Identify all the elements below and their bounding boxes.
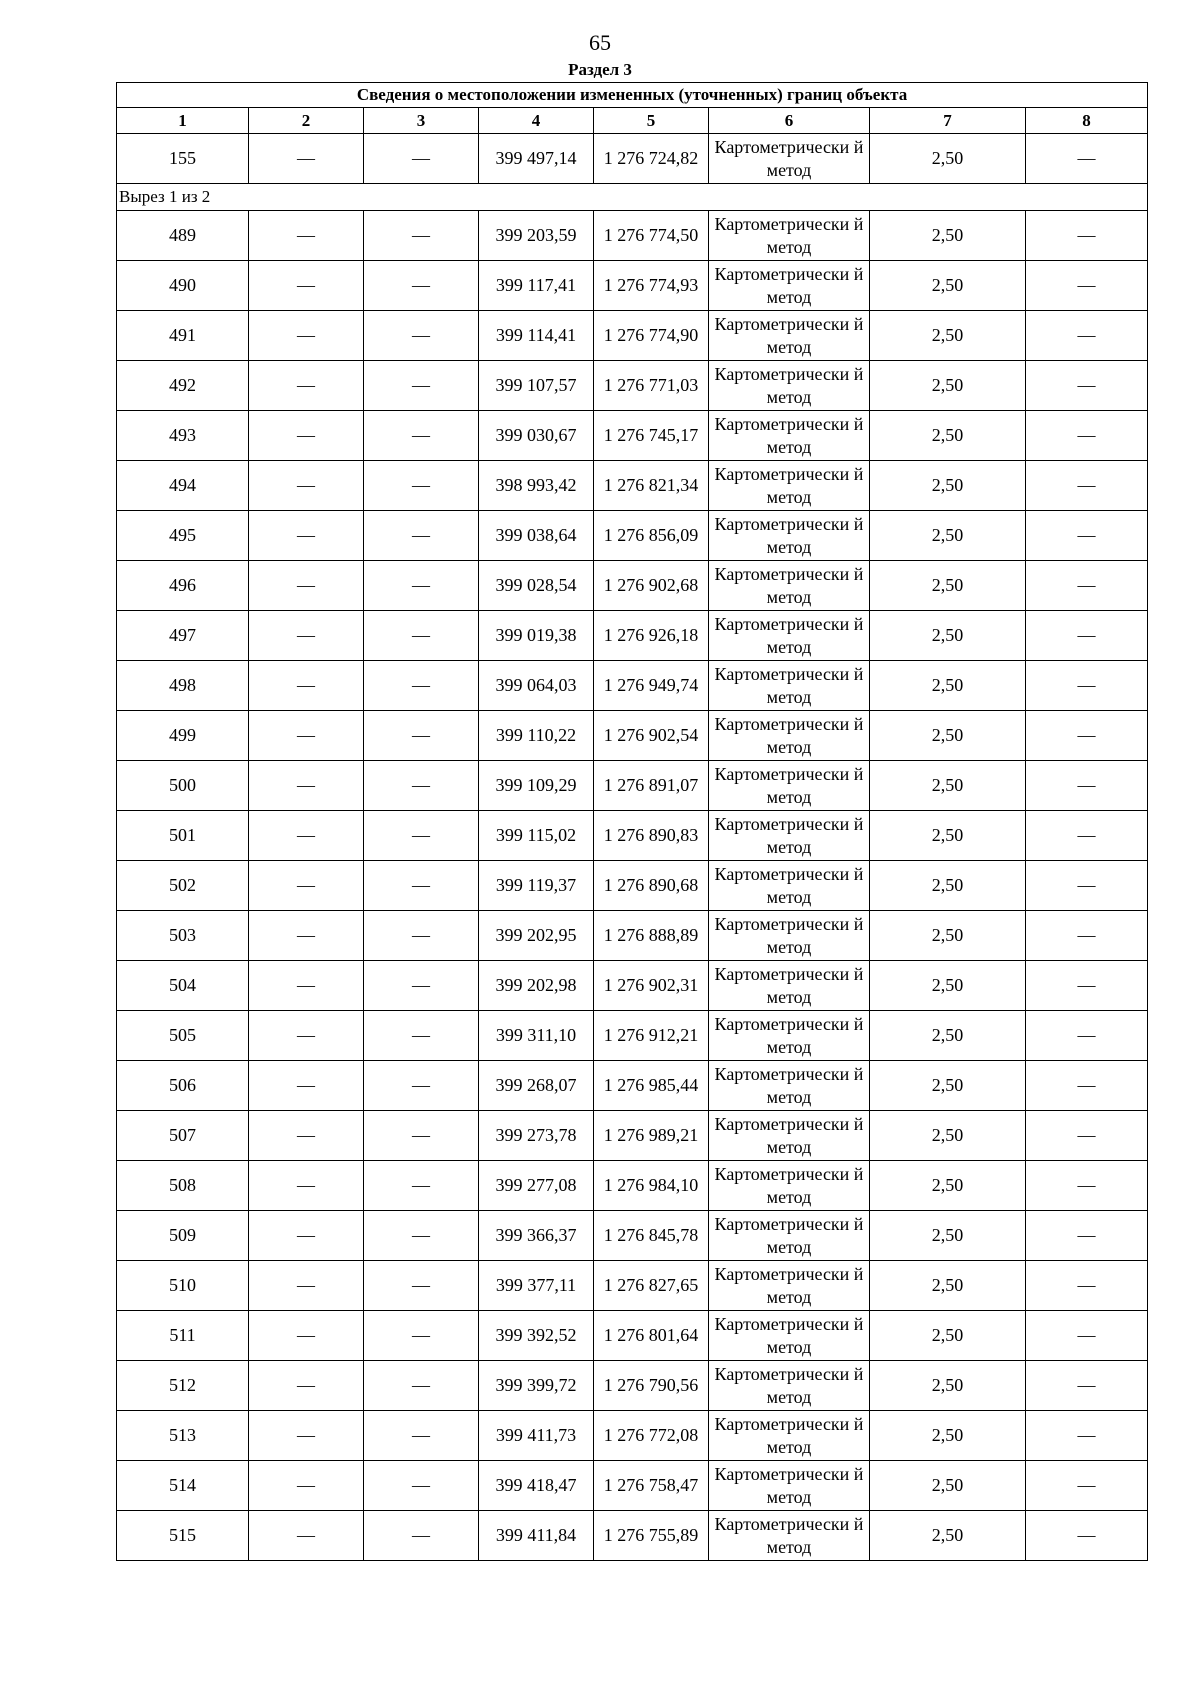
table-cell: 500 bbox=[117, 761, 249, 811]
table-cell: 1 276 949,74 bbox=[594, 661, 709, 711]
table-row bbox=[117, 711, 1148, 761]
table-cell: 1 276 985,44 bbox=[594, 1061, 709, 1111]
table-cell: — bbox=[364, 811, 479, 861]
table-cell: Картометрически й метод bbox=[709, 211, 870, 261]
table-cell: 399 311,10 bbox=[479, 1011, 594, 1061]
table-row bbox=[117, 511, 1148, 561]
table-row bbox=[117, 1261, 1148, 1311]
table-cell: — bbox=[1026, 461, 1148, 511]
table-cell: 1 276 902,54 bbox=[594, 711, 709, 761]
table-cell: 399 028,54 bbox=[479, 561, 594, 611]
table-cell: Картометрически й метод bbox=[709, 911, 870, 961]
table-row bbox=[117, 611, 1148, 661]
table-cell: — bbox=[1026, 561, 1148, 611]
table-row bbox=[117, 361, 1148, 411]
table-cell: 2,50 bbox=[870, 611, 1026, 661]
table-cell: Картометрически й метод bbox=[709, 134, 870, 184]
table-row bbox=[117, 211, 1148, 261]
table-cell: — bbox=[364, 511, 479, 561]
table-row bbox=[117, 961, 1148, 1011]
table-cell: 1 276 989,21 bbox=[594, 1111, 709, 1161]
table-cell: 509 bbox=[117, 1211, 249, 1261]
table-cell: — bbox=[1026, 1061, 1148, 1111]
table-row bbox=[117, 1411, 1148, 1461]
table-cell: 399 268,07 bbox=[479, 1061, 594, 1111]
table-cell: 399 202,98 bbox=[479, 961, 594, 1011]
table-cell: 501 bbox=[117, 811, 249, 861]
table-cell: — bbox=[249, 611, 364, 661]
table-cell: Картометрически й метод bbox=[709, 1511, 870, 1561]
table-cell: 2,50 bbox=[870, 1311, 1026, 1361]
table-cell: — bbox=[249, 1411, 364, 1461]
table-cell: — bbox=[249, 511, 364, 561]
table-cell: Картометрически й метод bbox=[709, 761, 870, 811]
table-cell: — bbox=[249, 861, 364, 911]
table-cell: 490 bbox=[117, 261, 249, 311]
table-cell: — bbox=[364, 1361, 479, 1411]
table-cell: — bbox=[364, 611, 479, 661]
column-header: 3 bbox=[364, 108, 479, 134]
table-cell: — bbox=[249, 911, 364, 961]
table-row bbox=[117, 261, 1148, 311]
table-cell: 1 276 774,90 bbox=[594, 311, 709, 361]
table-cell: — bbox=[364, 861, 479, 911]
table-cell: — bbox=[249, 1511, 364, 1561]
table-cell: 1 276 890,68 bbox=[594, 861, 709, 911]
table-cell: — bbox=[364, 1511, 479, 1561]
table-cell: — bbox=[1026, 1411, 1148, 1461]
table-cell: — bbox=[1026, 511, 1148, 561]
table-cell: Картометрически й метод bbox=[709, 311, 870, 361]
table-cell: Картометрически й метод bbox=[709, 611, 870, 661]
table-cell: 2,50 bbox=[870, 1011, 1026, 1061]
table-cell: 503 bbox=[117, 911, 249, 961]
table-cell: 2,50 bbox=[870, 761, 1026, 811]
table-cell: 499 bbox=[117, 711, 249, 761]
table-cell: 506 bbox=[117, 1061, 249, 1111]
table-row bbox=[117, 461, 1148, 511]
table-cell: — bbox=[1026, 811, 1148, 861]
table-row bbox=[117, 411, 1148, 461]
table-cell: — bbox=[364, 661, 479, 711]
table-cell: Картометрически й метод bbox=[709, 411, 870, 461]
table-cell: 399 107,57 bbox=[479, 361, 594, 411]
table-cell: — bbox=[1026, 134, 1148, 184]
table-cell: 2,50 bbox=[870, 861, 1026, 911]
table-cell: — bbox=[364, 1261, 479, 1311]
table-cell: 511 bbox=[117, 1311, 249, 1361]
table-cell: Картометрически й метод bbox=[709, 1261, 870, 1311]
table-cell: 2,50 bbox=[870, 134, 1026, 184]
table-cell: 2,50 bbox=[870, 361, 1026, 411]
table-cell: 512 bbox=[117, 1361, 249, 1411]
table-cell: 2,50 bbox=[870, 1161, 1026, 1211]
table-cell: 2,50 bbox=[870, 511, 1026, 561]
table-cell: 2,50 bbox=[870, 711, 1026, 761]
table-cell: Картометрически й метод bbox=[709, 1211, 870, 1261]
table-cell: — bbox=[1026, 1211, 1148, 1261]
table-cell: 493 bbox=[117, 411, 249, 461]
boundary-table bbox=[116, 82, 1148, 1561]
table-cell: 155 bbox=[117, 134, 249, 184]
table-cell: 507 bbox=[117, 1111, 249, 1161]
table-cell: — bbox=[249, 134, 364, 184]
table-cell: 1 276 912,21 bbox=[594, 1011, 709, 1061]
table-cell: 513 bbox=[117, 1411, 249, 1461]
table-cell: — bbox=[249, 1261, 364, 1311]
table-cell: — bbox=[364, 711, 479, 761]
table-header-row bbox=[117, 108, 1148, 134]
table-cell: — bbox=[364, 411, 479, 461]
table-cell: 1 276 755,89 bbox=[594, 1511, 709, 1561]
table-cell: — bbox=[364, 311, 479, 361]
table-cell: — bbox=[249, 661, 364, 711]
table-cell: 399 411,73 bbox=[479, 1411, 594, 1461]
table-cell: — bbox=[1026, 1011, 1148, 1061]
table-row bbox=[117, 1211, 1148, 1261]
table-cell: — bbox=[364, 1411, 479, 1461]
table-cell: — bbox=[1026, 1511, 1148, 1561]
table-cell: 504 bbox=[117, 961, 249, 1011]
table-row bbox=[117, 911, 1148, 961]
table-cell: — bbox=[1026, 311, 1148, 361]
table-cell: 2,50 bbox=[870, 461, 1026, 511]
table-cell: — bbox=[249, 1361, 364, 1411]
table-cell: — bbox=[364, 1161, 479, 1211]
table-cell: 2,50 bbox=[870, 661, 1026, 711]
table-cell: 1 276 758,47 bbox=[594, 1461, 709, 1511]
table-cell: 399 019,38 bbox=[479, 611, 594, 661]
table-cell: 2,50 bbox=[870, 1261, 1026, 1311]
table-cell: 2,50 bbox=[870, 911, 1026, 961]
table-cell: — bbox=[249, 311, 364, 361]
table-cell: 1 276 890,83 bbox=[594, 811, 709, 861]
table-cell: — bbox=[364, 1461, 479, 1511]
table-cell: — bbox=[1026, 1361, 1148, 1411]
table-cell: 2,50 bbox=[870, 961, 1026, 1011]
table-cell: — bbox=[249, 1211, 364, 1261]
table-cell: — bbox=[249, 1311, 364, 1361]
table-cell: — bbox=[364, 1061, 479, 1111]
table-caption-row bbox=[117, 83, 1148, 108]
table-cell: Картометрически й метод bbox=[709, 1111, 870, 1161]
table-cell: 2,50 bbox=[870, 1061, 1026, 1111]
column-header: 4 bbox=[479, 108, 594, 134]
table-cell: — bbox=[1026, 1461, 1148, 1511]
table-cell: Картометрически й метод bbox=[709, 461, 870, 511]
table-cell: 1 276 891,07 bbox=[594, 761, 709, 811]
table-cell: Картометрически й метод bbox=[709, 261, 870, 311]
table-cell: 2,50 bbox=[870, 411, 1026, 461]
table-cell: 510 bbox=[117, 1261, 249, 1311]
table-row bbox=[117, 1061, 1148, 1111]
table-cell: 498 bbox=[117, 661, 249, 711]
table-cell: — bbox=[1026, 1161, 1148, 1211]
table-cell: — bbox=[249, 411, 364, 461]
table-cell: 2,50 bbox=[870, 261, 1026, 311]
table-cell: 2,50 bbox=[870, 1411, 1026, 1461]
table-cell: — bbox=[249, 711, 364, 761]
table-cell: 399 117,41 bbox=[479, 261, 594, 311]
table-cell: — bbox=[1026, 1111, 1148, 1161]
table-row bbox=[117, 1361, 1148, 1411]
table-cell: Картометрически й метод bbox=[709, 511, 870, 561]
column-header: 2 bbox=[249, 108, 364, 134]
table-cell: 502 bbox=[117, 861, 249, 911]
table-cell: Картометрически й метод bbox=[709, 1411, 870, 1461]
table-cell: 399 115,02 bbox=[479, 811, 594, 861]
table-cell: 495 bbox=[117, 511, 249, 561]
table-cell: — bbox=[364, 361, 479, 411]
table-cell: Картометрически й метод bbox=[709, 711, 870, 761]
table-cell: 1 276 790,56 bbox=[594, 1361, 709, 1411]
table-cell: 1 276 724,82 bbox=[594, 134, 709, 184]
table-cell: — bbox=[249, 1161, 364, 1211]
table-cell: — bbox=[249, 211, 364, 261]
table-caption: Сведения о местоположении измененных (уточненных) границ объекта bbox=[117, 83, 1148, 108]
table-cell: — bbox=[249, 1461, 364, 1511]
table-cell: 399 377,11 bbox=[479, 1261, 594, 1311]
table-cell: 1 276 984,10 bbox=[594, 1161, 709, 1211]
table-cell: Картометрически й метод bbox=[709, 1461, 870, 1511]
table-cell: 399 110,22 bbox=[479, 711, 594, 761]
table-cell: — bbox=[249, 461, 364, 511]
table-cell: — bbox=[364, 1311, 479, 1361]
table-cell: — bbox=[1026, 661, 1148, 711]
table-cell: — bbox=[249, 811, 364, 861]
table-cell: 399 064,03 bbox=[479, 661, 594, 711]
table-cell: Картометрически й метод bbox=[709, 1061, 870, 1111]
table-cell: — bbox=[249, 961, 364, 1011]
table-row bbox=[117, 1311, 1148, 1361]
table-cell: 399 418,47 bbox=[479, 1461, 594, 1511]
table-cell: 505 bbox=[117, 1011, 249, 1061]
table-cell: — bbox=[364, 1011, 479, 1061]
table-row bbox=[117, 761, 1148, 811]
table-cell: — bbox=[249, 761, 364, 811]
table-cell: Картометрически й метод bbox=[709, 861, 870, 911]
section-title: Раздел 3 bbox=[568, 60, 632, 79]
table-cell: — bbox=[364, 561, 479, 611]
table-cell: 1 276 821,34 bbox=[594, 461, 709, 511]
table-cell: 1 276 774,93 bbox=[594, 261, 709, 311]
table-cell: — bbox=[364, 911, 479, 961]
table-cell: 2,50 bbox=[870, 1511, 1026, 1561]
table-cell: 399 202,95 bbox=[479, 911, 594, 961]
table-cell: — bbox=[364, 134, 479, 184]
table-cell: 2,50 bbox=[870, 211, 1026, 261]
table-cell: — bbox=[1026, 211, 1148, 261]
table-cell: 497 bbox=[117, 611, 249, 661]
table-cell: — bbox=[249, 261, 364, 311]
table-cell: Картометрически й метод bbox=[709, 1361, 870, 1411]
table-cell: 399 038,64 bbox=[479, 511, 594, 561]
table-cell: 1 276 745,17 bbox=[594, 411, 709, 461]
column-header: 1 bbox=[117, 108, 249, 134]
table-cell: 1 276 902,68 bbox=[594, 561, 709, 611]
table-cell: — bbox=[1026, 411, 1148, 461]
table-cell: 1 276 801,64 bbox=[594, 1311, 709, 1361]
table-cell: — bbox=[364, 761, 479, 811]
table-cell: Картометрически й метод bbox=[709, 1011, 870, 1061]
table-cell: 2,50 bbox=[870, 1111, 1026, 1161]
table-row bbox=[117, 1511, 1148, 1561]
column-header: 8 bbox=[1026, 108, 1148, 134]
table-cell: Картометрически й метод bbox=[709, 1161, 870, 1211]
column-header: 5 bbox=[594, 108, 709, 134]
table-cell: 1 276 845,78 bbox=[594, 1211, 709, 1261]
table-cell: 515 bbox=[117, 1511, 249, 1561]
table-cell: — bbox=[364, 1111, 479, 1161]
table-row bbox=[117, 1011, 1148, 1061]
table-cell: 508 bbox=[117, 1161, 249, 1211]
table-cell: 399 392,52 bbox=[479, 1311, 594, 1361]
table-cell: 496 bbox=[117, 561, 249, 611]
table-cell: 1 276 856,09 bbox=[594, 511, 709, 561]
column-header: 7 bbox=[870, 108, 1026, 134]
table-cell: 399 411,84 bbox=[479, 1511, 594, 1561]
table-cell: Картометрически й метод bbox=[709, 361, 870, 411]
table-row bbox=[117, 561, 1148, 611]
table-cell: — bbox=[249, 361, 364, 411]
table-cell: 1 276 772,08 bbox=[594, 1411, 709, 1461]
table-cell: Картометрически й метод bbox=[709, 561, 870, 611]
table-cell: — bbox=[1026, 761, 1148, 811]
table-cell: — bbox=[249, 561, 364, 611]
table-cell: 399 497,14 bbox=[479, 134, 594, 184]
table-row bbox=[117, 661, 1148, 711]
table-row bbox=[117, 811, 1148, 861]
table-cell: 398 993,42 bbox=[479, 461, 594, 511]
table-cell: 1 276 926,18 bbox=[594, 611, 709, 661]
table-cell: 2,50 bbox=[870, 561, 1026, 611]
table-cell: — bbox=[1026, 1261, 1148, 1311]
table-cell: — bbox=[1026, 1311, 1148, 1361]
table-cell: 399 273,78 bbox=[479, 1111, 594, 1161]
cut-label-row bbox=[117, 184, 1148, 211]
table-cell: 514 bbox=[117, 1461, 249, 1511]
table-cell: 399 119,37 bbox=[479, 861, 594, 911]
table-cell: 1 276 902,31 bbox=[594, 961, 709, 1011]
table-cell: 491 bbox=[117, 311, 249, 361]
table-cell: — bbox=[364, 211, 479, 261]
table-cell: — bbox=[364, 261, 479, 311]
table-cell: 2,50 bbox=[870, 1361, 1026, 1411]
table-cell: 492 bbox=[117, 361, 249, 411]
table-row bbox=[117, 861, 1148, 911]
table-cell: — bbox=[364, 1211, 479, 1261]
table-cell: 1 276 827,65 bbox=[594, 1261, 709, 1311]
table-cell: 399 277,08 bbox=[479, 1161, 594, 1211]
table-cell: 399 366,37 bbox=[479, 1211, 594, 1261]
table-row bbox=[117, 1161, 1148, 1211]
table-cell: 2,50 bbox=[870, 1211, 1026, 1261]
table-cell: Картометрически й метод bbox=[709, 661, 870, 711]
column-header: 6 bbox=[709, 108, 870, 134]
table-cell: 399 109,29 bbox=[479, 761, 594, 811]
table-row bbox=[117, 134, 1148, 184]
table-cell: — bbox=[1026, 861, 1148, 911]
table-cell: — bbox=[364, 461, 479, 511]
table-cell: 399 399,72 bbox=[479, 1361, 594, 1411]
table-cell: — bbox=[1026, 611, 1148, 661]
table-cell: 494 bbox=[117, 461, 249, 511]
table-cell: — bbox=[249, 1011, 364, 1061]
page-number: 65 bbox=[589, 30, 611, 55]
table-body bbox=[117, 134, 1148, 1561]
table-cell: 2,50 bbox=[870, 1461, 1026, 1511]
table-cell: 399 030,67 bbox=[479, 411, 594, 461]
table-cell: — bbox=[249, 1061, 364, 1111]
table-cell: 2,50 bbox=[870, 311, 1026, 361]
table-cell: 2,50 bbox=[870, 811, 1026, 861]
table-cell: Картометрически й метод bbox=[709, 961, 870, 1011]
table-cell: — bbox=[364, 961, 479, 1011]
table-cell: — bbox=[1026, 911, 1148, 961]
table-cell: — bbox=[1026, 961, 1148, 1011]
table-row bbox=[117, 311, 1148, 361]
table-cell: — bbox=[1026, 711, 1148, 761]
table-cell: 1 276 771,03 bbox=[594, 361, 709, 411]
table-cell: 1 276 888,89 bbox=[594, 911, 709, 961]
table-row bbox=[117, 1111, 1148, 1161]
table-cell: 399 203,59 bbox=[479, 211, 594, 261]
cut-label: Вырез 1 из 2 bbox=[117, 184, 1148, 211]
table-cell: — bbox=[1026, 261, 1148, 311]
table-cell: 399 114,41 bbox=[479, 311, 594, 361]
table-cell: Картометрически й метод bbox=[709, 1311, 870, 1361]
table-row bbox=[117, 1461, 1148, 1511]
table-cell: 489 bbox=[117, 211, 249, 261]
table-cell: — bbox=[249, 1111, 364, 1161]
table-cell: — bbox=[1026, 361, 1148, 411]
table-cell: 1 276 774,50 bbox=[594, 211, 709, 261]
table-cell: Картометрически й метод bbox=[709, 811, 870, 861]
